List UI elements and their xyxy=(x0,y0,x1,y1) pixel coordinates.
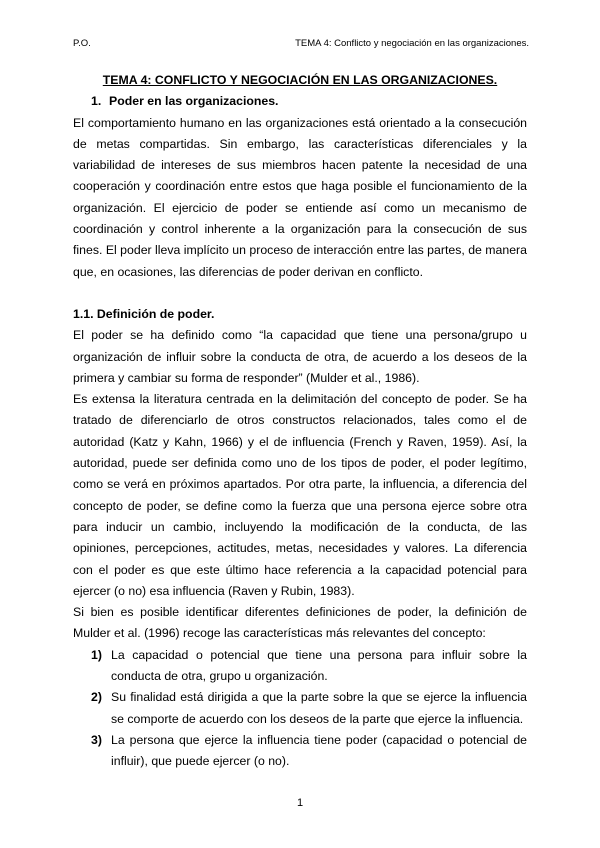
list-item xyxy=(73,730,527,773)
list-item xyxy=(73,687,527,730)
section-heading-1 xyxy=(91,91,527,112)
section-heading-text: Poder en las organizaciones. xyxy=(109,94,279,109)
list-item-number: 2) xyxy=(91,690,102,705)
paragraph: Si bien es posible identificar diferentes definiciones de poder, la definición de Mulder et al. (1996) recoge las características más relevantes del concepto: xyxy=(73,605,527,641)
list-item-text: Su finalidad está dirigida a que la parte sobre la que se ejerce la influencia se comporte de acuerdo con los deseos de la parte que ejerce la influencia. xyxy=(111,690,527,726)
document-title: TEMA 4: CONFLICTO Y NEGOCIACIÓN EN LAS ORGANIZACIONES. xyxy=(102,73,498,87)
list-item-number: 1) xyxy=(91,647,102,662)
list-item-text: La persona que ejerce la influencia tiene poder (capacidad o potencial de influir), que puede ejercer (o no). xyxy=(111,732,527,769)
header-left: P.O. xyxy=(73,38,91,49)
header-right: TEMA 4: Conflicto y negociación en las organizaciones. xyxy=(295,38,529,49)
spacer xyxy=(73,283,527,304)
section-number: 1. xyxy=(91,94,102,109)
characteristics-list xyxy=(73,645,527,773)
subsection-heading: 1.1. Definición de poder. xyxy=(73,306,215,321)
list-item-number: 3) xyxy=(91,732,102,747)
page-number: 1 xyxy=(296,797,304,809)
list-item-text: La capacidad o potencial que tiene una persona para influir sobre la conducta de otra, grupo u organización. xyxy=(111,647,527,684)
list-item xyxy=(73,645,527,688)
paragraph: El comportamiento humano en las organizaciones está orientado a la consecución de metas compartidas. Sin embargo, las características diferenciales y la variabilidad de intereses de sus miembros hacen patente la necesidad de una cooperación y coordinación entre estos que haga posible el funcionamiento de la organización. El ejercicio de poder se entiende así como un mecanismo de coordinación y control inherente a la organización para la consecución de sus fines. El poder lleva implícito un proceso de interacción entre las partes, de manera que, en ocasiones, las diferencias de poder derivan en conflicto. xyxy=(73,115,527,279)
paragraph: Es extensa la literatura centrada en la delimitación del concepto de poder. Se ha tratado de diferenciarlo de otros constructos relacionados, tales como el de autoridad (Katz y Kahn, 1966) y el de influencia (French y Raven, 1959). Así, la autoridad, puede ser definida como uno de los tipos de poder, el poder legítimo, como se verá en próximos apartados. Por otra parte, la influencia, a diferencia del concepto de poder, se define como la fuerza que una persona ejerce sobre otra para inducir un cambio, incluyendo la modificación de la conducta, de las opiniones, percepciones, actitudes, metas, necesidades y valores. La diferencia con el poder es que este último hace referencia a la capacidad potencial para ejercer (o no) esa influencia (Raven y Rubin, 1983). xyxy=(73,392,527,598)
document-body xyxy=(73,70,527,773)
paragraph: El poder se ha definido como “la capacidad que tiene una persona/grupo u organización de influir sobre la conducta de otra, de acuerdo a los deseos de la primera y cambiar su forma de responder” (Mulder et al., 1986). xyxy=(73,328,527,385)
